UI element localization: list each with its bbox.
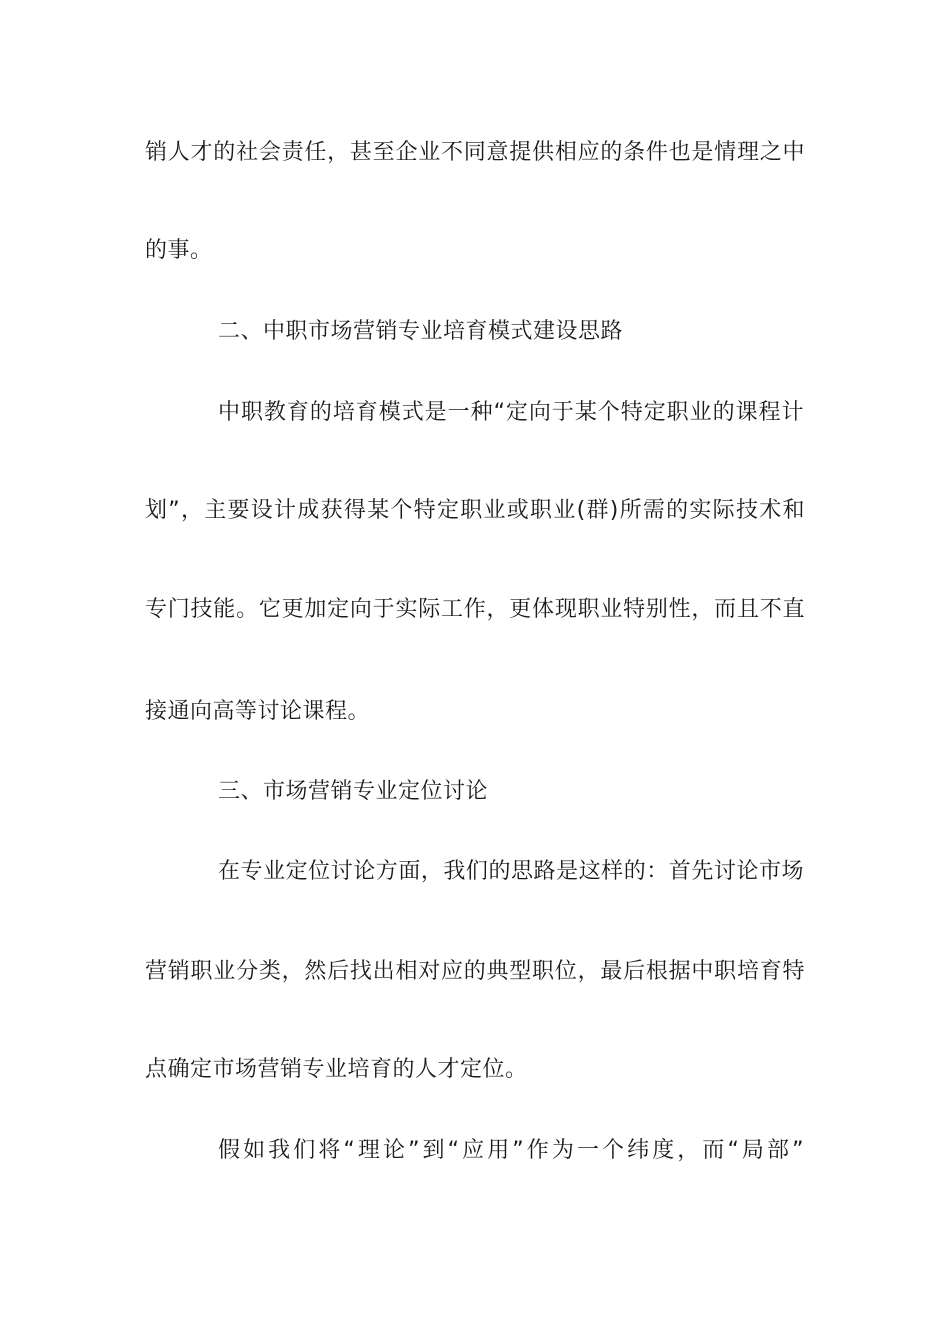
paragraph-line: 中职教育的培育模式是一种“定向于某个特定职业的课程计 (218, 400, 804, 425)
paragraph-line: 假如我们将“理论”到“应用”作为一个纬度，而“局部” (218, 1138, 804, 1163)
paragraph-line: 点确定市场营销专业培育的人才定位。 (145, 1057, 528, 1082)
paragraph-line: 接通向高等讨论课程。 (145, 699, 371, 724)
paragraph-line: 划”，主要设计成获得某个特定职业或职业(群)所需的实际技术和 (145, 498, 805, 523)
paragraph-line: 营销职业分类，然后找出相对应的典型职位，最后根据中职培育特 (145, 959, 805, 984)
paragraph-line: 在专业定位讨论方面，我们的思路是这样的：首先讨论市场 (218, 859, 804, 884)
paragraph-line: 专门技能。它更加定向于实际工作，更体现职业特别性，而且不直 (145, 597, 805, 622)
paragraph-line: 销人才的社会责任，甚至企业不同意提供相应的条件也是情理之中 (145, 140, 805, 165)
section-heading: 三、市场营销专业定位讨论 (218, 779, 489, 804)
paragraph-line: 的事。 (145, 238, 213, 263)
section-heading: 二、中职市场营销专业培育模式建设思路 (218, 319, 624, 344)
